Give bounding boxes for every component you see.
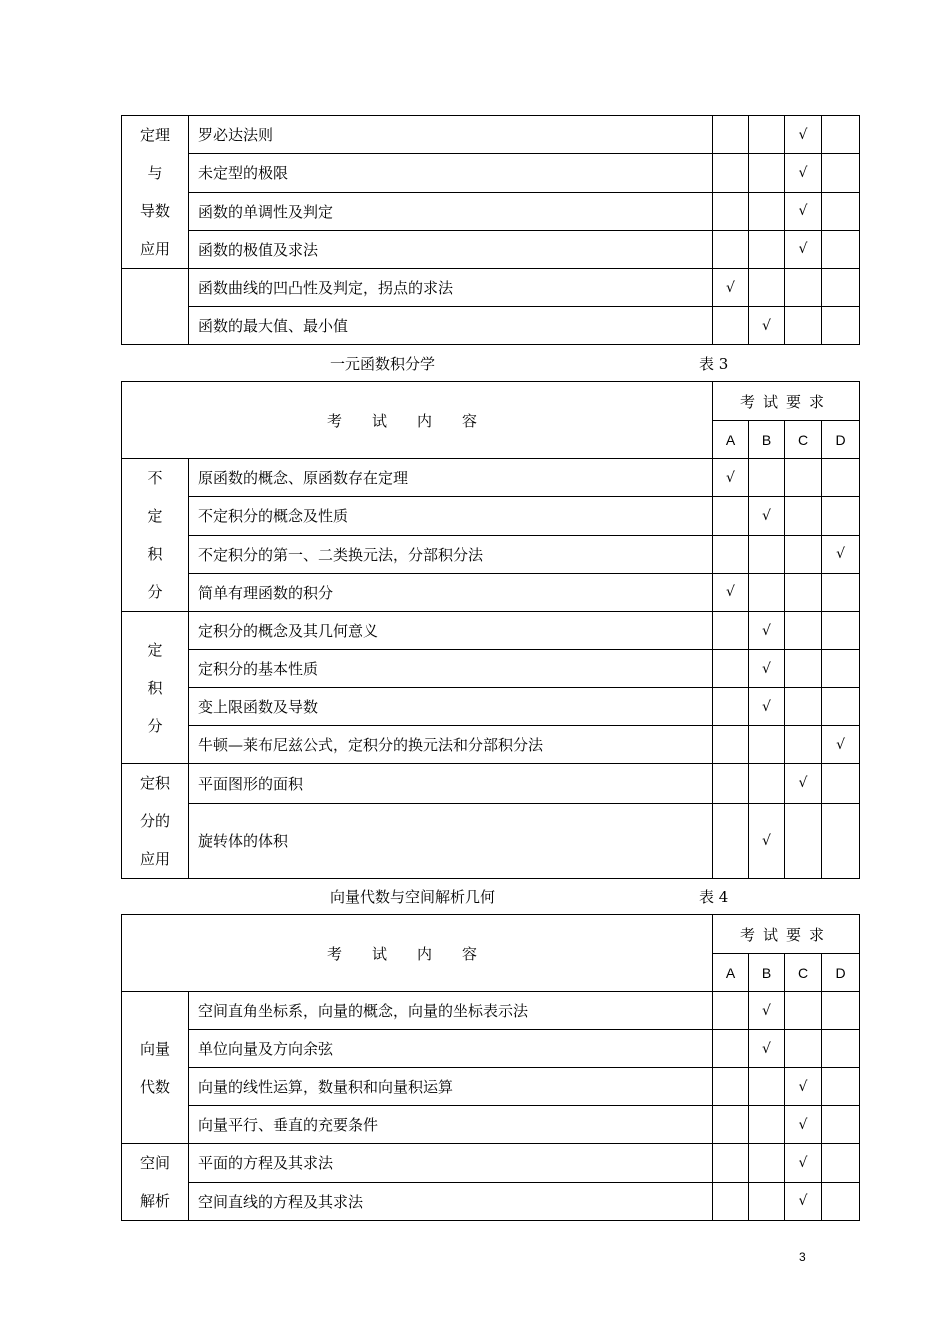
mark-b: √ <box>749 497 785 535</box>
section-label: 定 <box>147 507 163 525</box>
mark-a: √ <box>713 269 749 307</box>
mark-a <box>713 307 749 345</box>
mark-a <box>713 497 749 535</box>
mark-c <box>785 726 822 764</box>
mark-a <box>713 116 749 154</box>
mark-c <box>785 497 822 535</box>
mark-b <box>749 192 785 230</box>
section-cell <box>122 116 189 269</box>
mark-d <box>822 459 860 497</box>
mark-c <box>785 803 822 878</box>
mark-c <box>785 459 822 497</box>
mark-c <box>785 992 822 1030</box>
mark-b <box>749 1068 785 1106</box>
mark-a <box>713 1068 749 1106</box>
header-requirement: 考试要求 <box>713 382 860 421</box>
table-row <box>122 1068 860 1106</box>
content-cell: 罗必达法则 <box>189 116 713 154</box>
table-3-title: 一元函数积分学 <box>330 355 436 373</box>
mark-c <box>785 269 822 307</box>
table-2-continued <box>121 115 860 345</box>
section-cell <box>122 612 189 764</box>
section-label: 积 <box>147 545 163 563</box>
content-cell: 平面的方程及其求法 <box>189 1144 713 1183</box>
content-cell: 变上限函数及导数 <box>189 688 713 726</box>
content-cell: 定积分的基本性质 <box>189 650 713 688</box>
table-4-label: 表 4 <box>699 888 729 906</box>
mark-c <box>785 688 822 726</box>
mark-d <box>822 650 860 688</box>
mark-c <box>785 650 822 688</box>
header-requirement: 考试要求 <box>713 915 860 954</box>
mark-c <box>785 1030 822 1068</box>
mark-d <box>822 1030 860 1068</box>
mark-c: √ <box>785 1144 822 1183</box>
content-cell: 不定积分的概念及性质 <box>189 497 713 535</box>
mark-d: √ <box>822 726 860 764</box>
mark-d <box>822 612 860 650</box>
mark-d <box>822 1182 860 1221</box>
mark-d <box>822 764 860 804</box>
table-4 <box>121 914 860 1221</box>
table-row <box>122 497 860 535</box>
header-row <box>122 382 860 421</box>
table-row <box>122 154 860 192</box>
level-b: B <box>749 421 785 459</box>
section-cell <box>122 992 189 1144</box>
level-c: C <box>785 421 822 459</box>
section-label: 向量 <box>139 1039 170 1058</box>
section-label: 定理 <box>139 126 170 144</box>
mark-a <box>713 1144 749 1183</box>
table-row <box>122 650 860 688</box>
table-row <box>122 1182 860 1221</box>
table-row <box>122 1106 860 1144</box>
content-cell: 向量平行、垂直的充要条件 <box>189 1106 713 1144</box>
mark-b: √ <box>749 650 785 688</box>
mark-a: √ <box>713 459 749 497</box>
content-cell: 空间直线的方程及其求法 <box>189 1182 713 1221</box>
content-cell: 未定型的极限 <box>189 154 713 192</box>
mark-c: √ <box>785 230 822 268</box>
mark-c: √ <box>785 1068 822 1106</box>
table-row <box>122 192 860 230</box>
content-cell: 函数的单调性及判定 <box>189 192 713 230</box>
content-cell: 原函数的概念、原函数存在定理 <box>189 459 713 497</box>
mark-a <box>713 1030 749 1068</box>
mark-d <box>822 688 860 726</box>
mark-a <box>713 612 749 650</box>
section-label: 代数 <box>139 1077 170 1096</box>
section-label: 分 <box>147 583 163 601</box>
mark-b <box>749 726 785 764</box>
level-b: B <box>749 954 785 992</box>
content-cell: 定积分的概念及其几何意义 <box>189 612 713 650</box>
mark-a <box>713 992 749 1030</box>
content-cell: 牛顿—莱布尼兹公式，定积分的换元法和分部积分法 <box>189 726 713 764</box>
table-row <box>122 1144 860 1183</box>
section-label: 分的 <box>139 812 170 830</box>
section-cell <box>122 764 189 879</box>
section-label: 与 <box>147 164 163 182</box>
mark-d <box>822 116 860 154</box>
mark-b <box>749 269 785 307</box>
table-row <box>122 535 860 573</box>
mark-d: √ <box>822 535 860 573</box>
mark-a <box>713 192 749 230</box>
mark-b <box>749 535 785 573</box>
table-4-title: 向量代数与空间解析几何 <box>330 888 496 906</box>
mark-a <box>713 154 749 192</box>
mark-b <box>749 1106 785 1144</box>
page-number: 3 <box>799 1250 806 1264</box>
mark-d <box>822 1068 860 1106</box>
mark-d <box>822 1106 860 1144</box>
mark-d <box>822 497 860 535</box>
mark-d <box>822 1144 860 1183</box>
section-label: 定 <box>147 640 163 659</box>
mark-c: √ <box>785 192 822 230</box>
mark-c <box>785 307 822 345</box>
mark-b <box>749 230 785 268</box>
header-row <box>122 915 860 954</box>
mark-c <box>785 612 822 650</box>
mark-c: √ <box>785 154 822 192</box>
mark-d <box>822 803 860 878</box>
mark-b <box>749 459 785 497</box>
table-row <box>122 269 860 307</box>
mark-c: √ <box>785 116 822 154</box>
mark-b <box>749 154 785 192</box>
mark-b <box>749 1144 785 1183</box>
mark-d <box>822 154 860 192</box>
level-a: A <box>713 954 749 992</box>
mark-a <box>713 803 749 878</box>
mark-a <box>713 688 749 726</box>
section-cell <box>122 1144 189 1221</box>
mark-b: √ <box>749 803 785 878</box>
table-row <box>122 307 860 345</box>
section-label: 解析 <box>139 1192 170 1210</box>
mark-b: √ <box>749 307 785 345</box>
table-3 <box>121 381 860 879</box>
mark-a <box>713 535 749 573</box>
content-cell: 向量的线性运算，数量积和向量积运算 <box>189 1068 713 1106</box>
content-cell: 平面图形的面积 <box>189 764 713 804</box>
section-label: 应用 <box>139 850 170 868</box>
mark-b <box>749 1182 785 1221</box>
mark-b: √ <box>749 688 785 726</box>
mark-b: √ <box>749 1030 785 1068</box>
mark-c <box>785 535 822 573</box>
mark-a <box>713 650 749 688</box>
mark-a: √ <box>713 573 749 611</box>
content-cell: 函数曲线的凹凸性及判定，拐点的求法 <box>189 269 713 307</box>
mark-d <box>822 307 860 345</box>
table-row <box>122 1030 860 1068</box>
table-row <box>122 612 860 650</box>
mark-c <box>785 573 822 611</box>
table-row <box>122 116 860 154</box>
table-row <box>122 992 860 1030</box>
table-row <box>122 688 860 726</box>
table-row <box>122 573 860 611</box>
section-cell <box>122 459 189 612</box>
mark-b <box>749 573 785 611</box>
mark-a <box>713 1106 749 1144</box>
mark-a <box>713 1182 749 1221</box>
mark-a <box>713 230 749 268</box>
table-row <box>122 459 860 497</box>
table-row <box>122 726 860 764</box>
mark-a <box>713 764 749 804</box>
level-d: D <box>822 954 860 992</box>
mark-b <box>749 764 785 804</box>
mark-c: √ <box>785 764 822 804</box>
table-row <box>122 764 860 804</box>
mark-d <box>822 992 860 1030</box>
header-content: 考试内容 <box>122 915 713 992</box>
section-label: 定积 <box>139 774 170 792</box>
content-cell: 简单有理函数的积分 <box>189 573 713 611</box>
mark-b: √ <box>749 992 785 1030</box>
section-label: 空间 <box>139 1154 170 1172</box>
level-a: A <box>713 421 749 459</box>
mark-c: √ <box>785 1182 822 1221</box>
level-c: C <box>785 954 822 992</box>
content-cell: 函数的最大值、最小值 <box>189 307 713 345</box>
content-cell: 单位向量及方向余弦 <box>189 1030 713 1068</box>
level-d: D <box>822 421 860 459</box>
mark-c: √ <box>785 1106 822 1144</box>
section-label: 应用 <box>139 240 170 258</box>
mark-b: √ <box>749 612 785 650</box>
mark-d <box>822 573 860 611</box>
table-3-label: 表 3 <box>699 355 729 373</box>
content-cell: 旋转体的体积 <box>189 803 713 878</box>
content-cell: 空间直角坐标系，向量的概念，向量的坐标表示法 <box>189 992 713 1030</box>
section-label: 积 <box>147 678 163 697</box>
content-cell: 函数的极值及求法 <box>189 230 713 268</box>
mark-b <box>749 116 785 154</box>
section-label: 不 <box>147 469 163 487</box>
mark-d <box>822 192 860 230</box>
mark-d <box>822 230 860 268</box>
mark-d <box>822 269 860 307</box>
table-row <box>122 230 860 268</box>
section-cell-empty <box>122 269 189 345</box>
section-label: 导数 <box>139 202 170 220</box>
header-content: 考试内容 <box>122 382 713 459</box>
content-cell: 不定积分的第一、二类换元法，分部积分法 <box>189 535 713 573</box>
table-row <box>122 803 860 878</box>
mark-a <box>713 726 749 764</box>
section-label: 分 <box>147 716 163 735</box>
